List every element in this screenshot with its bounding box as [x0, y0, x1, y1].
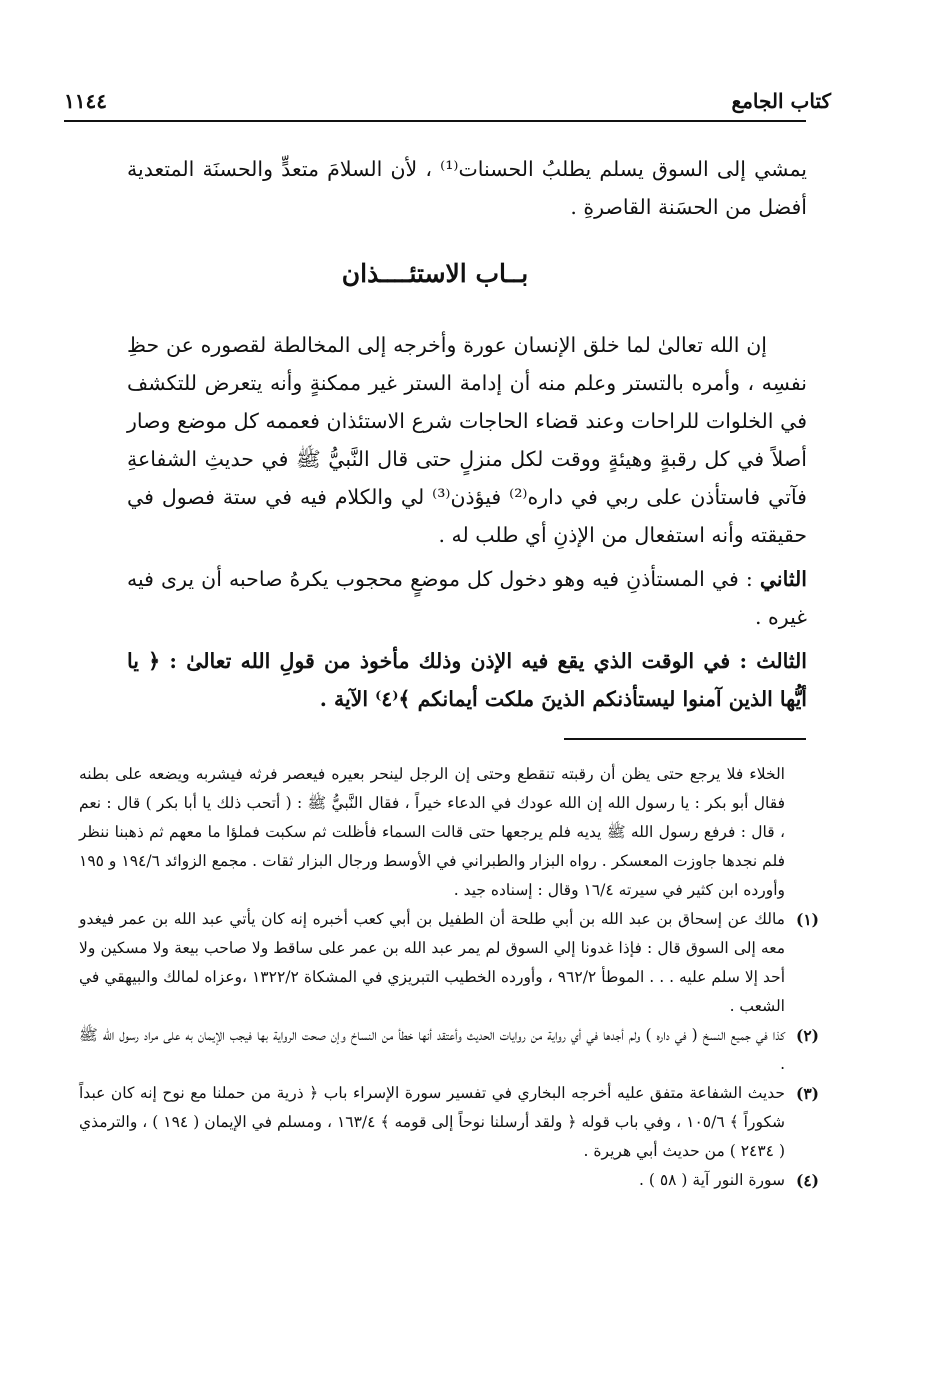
section-paragraph-3 [127, 642, 807, 718]
running-header-title: كتاب الجامع [731, 89, 831, 113]
header-rule [64, 120, 806, 122]
footnote-2 [79, 1021, 819, 1079]
footnote-number: (٣) [795, 1084, 819, 1103]
section-title: بــاب الاستئــــذان [341, 259, 529, 288]
paragraph-2-text: : في المستأذنِ فيه وهو دخول كل موضعٍ محجوب يكرهُ صاحبه أن يرى فيه غيره . [127, 567, 807, 629]
paragraph-3-text: : في الوقت الذي يقع فيه الإذن وذلك مأخوذ من قولِ الله تعالىٰ : ﴿ يا أيُّها الذين آمنوا ليستأذنكم الذينَ ملكت أيمانكم ﴾⁽٤⁾ الآية . [127, 649, 807, 711]
section-body [127, 326, 807, 718]
page-number: ١١٤٤ [64, 89, 107, 113]
footnote-rule [564, 738, 806, 740]
footnote-1 [79, 905, 819, 1021]
footnote-continuation: الخلاء فلا يرجع حتى يظن أن رقبته تنقطع وحتى إن الرجل لينحر بعيره فيعصر فرثه فيشربه ويضعه على بطنه فقال أبو بكر : يا رسول الله إن الله عودك في الدعاء خيراً ، فقال النَّبيُّ ﷺ : ( أتحب ذلك يا أبا بكر ) قال : نعم ، قال : فرفع رسول الله ﷺ يديه فلم يرجعها حتى قالت السماء فأظلت ثم سكبت فملؤا ما معهم ثم ذهبنا ننظر فلم نجدها جاوزت المعسكر . رواه البزار والطبراني في الأوسط ورجال البزار ثقات . مجمع الزوائد ١٩٤/٦ و ١٩٥ وأورده ابن كثير في سيرته ١٦/٤ وقال : إسناده جيد . [79, 765, 786, 899]
footnote-number: (٢) [795, 1026, 819, 1045]
footnote-3 [79, 1079, 819, 1166]
paragraph-3-lead: الثالث [756, 649, 807, 673]
intro-text: يمشي إلى السوق يسلم يطلبُ الحسنات⁽¹⁾ ، لأن السلامَ متعدٍّ والحسنَة المتعدية أفضل من الحسَنة القاصرةِ . [127, 157, 807, 219]
footnote-text: حديث الشفاعة متفق عليه أخرجه البخاري في تفسير سورة الإسراء باب ﴿ ذرية من حملنا مع نوح إنه كان عبداً شكوراً ﴾ ١٠٥/٦ ، وفي باب قوله ﴿ ولقد أرسلنا نوحاً إلى قومه ﴾ ١٦٣/٤ ، ومسلم في الإيمان ( ١٩٤ ) ، والترمذي ( ٢٤٣٤ ) من حديث أبي هريرة . [79, 1084, 785, 1160]
footnote-text: مالك عن إسحاق بن عبد الله بن أبي طلحة أن الطفيل بن أبي كعب أخبره إنه كان يأتي عبد الله بن عمر فيغدو معه إلى السوق قال : فإذا غدونا إلي السوق لم يمر عبد الله بن عمر على ساقط ولا صاحب بيعة ولا مسكين ولا أحد إلا سلم عليه . . . الموطأ ٩٦٢/٢ ، وأورده الخطيب التبريزي في المشكاة ١٣٢٢/٢ ،وعزاه لمالك والبيهقي في الشعب . [79, 910, 785, 1015]
intro-paragraph [127, 150, 807, 226]
footnote-4 [79, 1166, 819, 1195]
section-paragraph-1: إن الله تعالىٰ لما خلق الإنسان عورة وأخرجه إلى المخالطة لقصوره عن حظِ نفسِه ، وأمره بالتستر وعلم منه أن إدامة الستر غير ممكنةٍ وأنه يتعرض للتكشف في الخلوات للراحات وعند قضاء الحاجات شرع الاستئذان فعممه كل موضع وصار أصلاً في كل رقبةٍ وهيئةٍ ووقت لكل منزلٍ حتى قال النَّبيُّ ﷺ في حديثِ الشفاعةِ فآتي فاستأذن على ربي في داره⁽²⁾ فيؤذن⁽³⁾ لي والكلام فيه في ستة فصول في حقيقته وأنه استفعال من الإذنِ أي طلب له . [127, 333, 807, 547]
footnote-text: كذا في جميع النسخ ( في داره ) ولم أجدها في أي رواية من روايات الحديث وأعتقد أنها خطأ من النساخ وإن صحت الرواية بها فيجب الإيمان به على مراد رسول الله ﷺ . [79, 1026, 785, 1073]
footnotes [79, 760, 819, 1195]
section-paragraph-2 [127, 560, 807, 636]
footnote-text: سورة النور آية ( ٥٨ ) . [639, 1171, 785, 1189]
footnote-number: (١) [795, 910, 819, 929]
paragraph-2-lead: الثاني [759, 567, 807, 591]
footnote-number: (٤) [795, 1171, 819, 1190]
